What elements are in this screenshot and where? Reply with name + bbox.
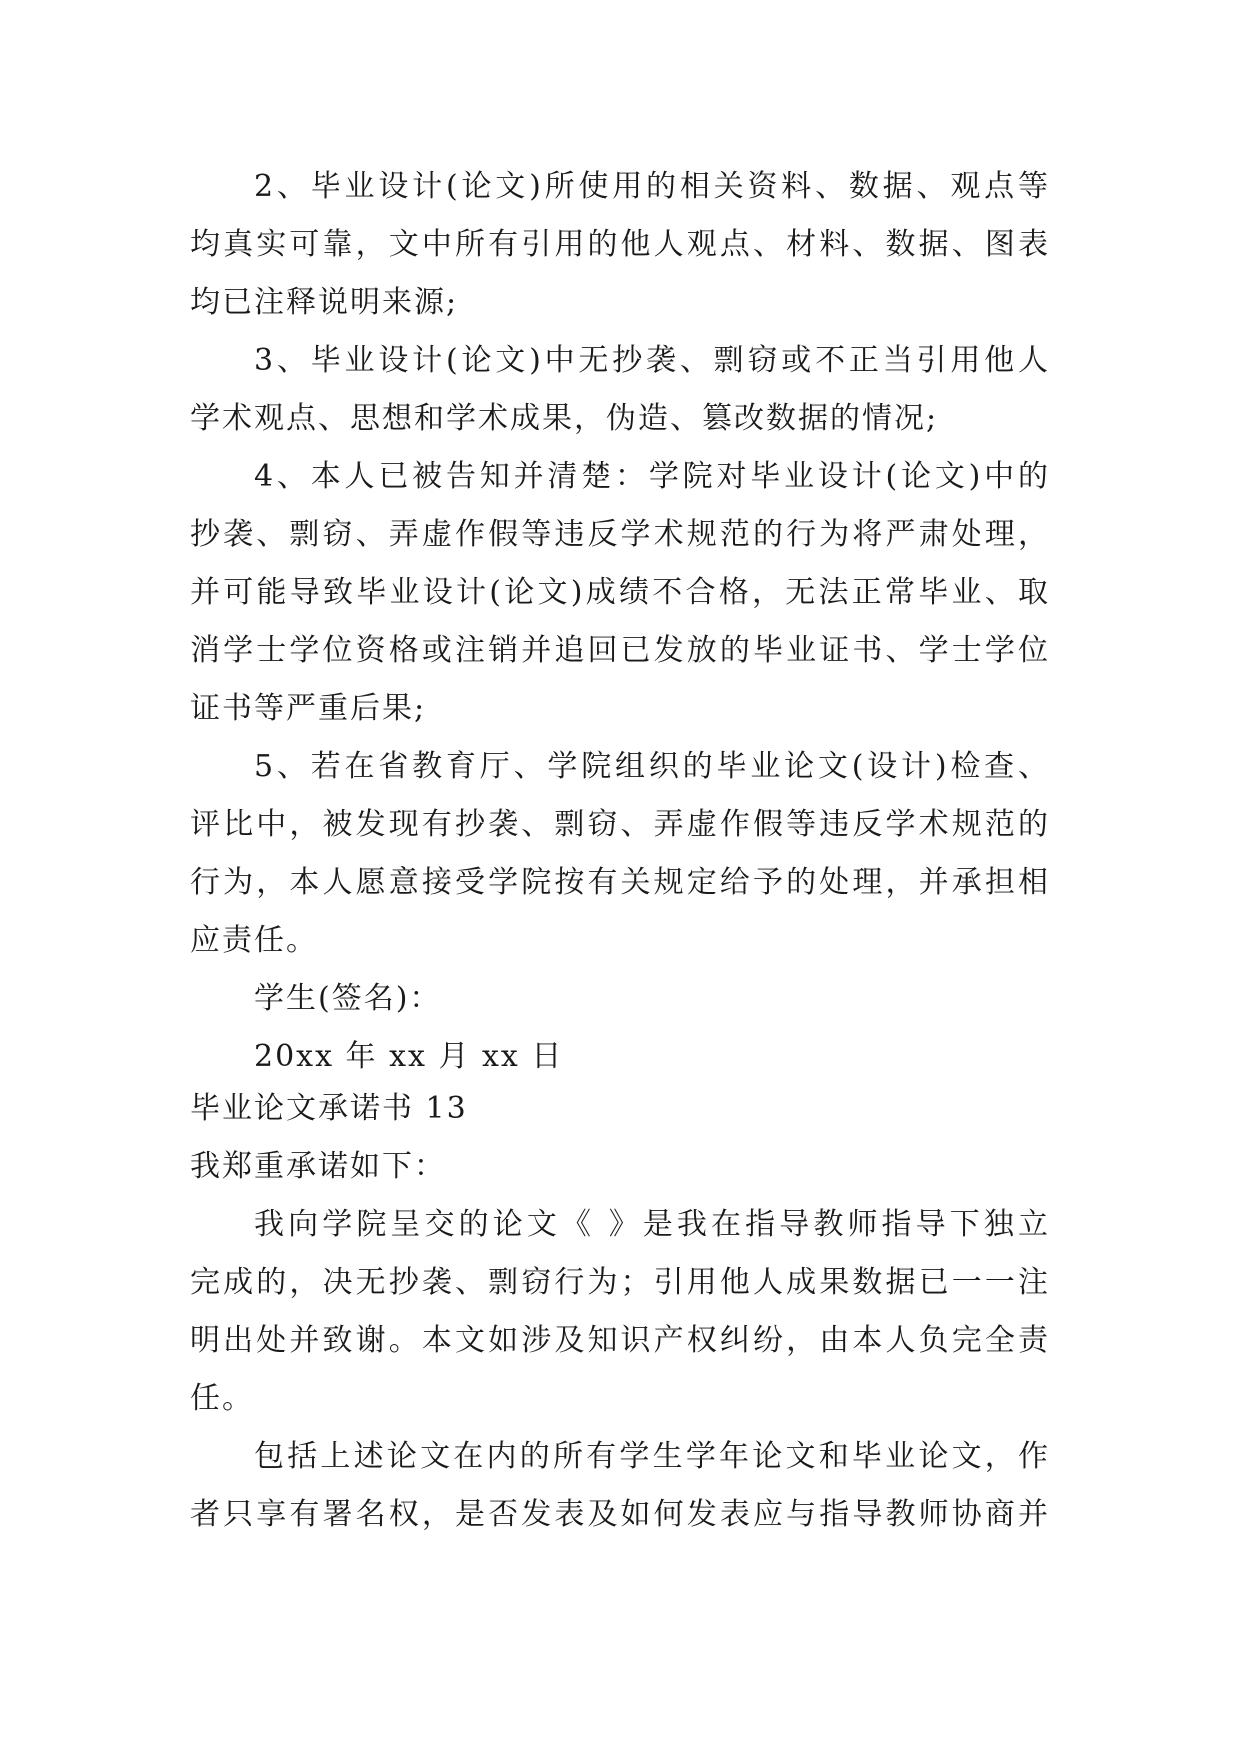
text-line: 应责任。 xyxy=(190,923,318,958)
text-line: 证书等严重后果; xyxy=(190,691,427,726)
text-line: 2、毕业设计(论文)所使用的相关资料、数据、观点等 xyxy=(254,169,1050,204)
text-line: 明出处并致谢。本文如涉及知识产权纠纷，由本人负完全责 xyxy=(190,1323,1050,1358)
text-line: 评比中，被发现有抄袭、剽窃、弄虚作假等违反学术规范的 xyxy=(190,807,1050,842)
text-line: 者只享有署名权，是否发表及如何发表应与指导教师协商并 xyxy=(190,1497,1050,1532)
text-line: 任。 xyxy=(190,1381,254,1416)
text-line: 消学士学位资格或注销并追回已发放的毕业证书、学士学位 xyxy=(190,633,1050,668)
text-line: 并可能导致毕业设计(论文)成绩不合格，无法正常毕业、取 xyxy=(190,575,1050,610)
text-line: 均已注释说明来源; xyxy=(190,285,459,320)
text-line: 20xx 年 xx 月 xx 日 xyxy=(254,1039,564,1074)
text-line: 均真实可靠，文中所有引用的他人观点、材料、数据、图表 xyxy=(190,227,1050,262)
text-line: 抄袭、剽窃、弄虚作假等违反学术规范的行为将严肃处理， xyxy=(190,517,1050,552)
text-line: 包括上述论文在内的所有学生学年论文和毕业论文，作 xyxy=(254,1439,1050,1474)
text-line: 4、本人已被告知并清楚：学院对毕业设计(论文)中的 xyxy=(254,459,1050,494)
text-line: 学术观点、思想和学术成果，伪造、篡改数据的情况; xyxy=(190,401,939,436)
text-line: 我向学院呈交的论文《 》是我在指导教师指导下独立 xyxy=(254,1207,1050,1242)
text-line: 5、若在省教育厅、学院组织的毕业论文(设计)检查、 xyxy=(254,749,1050,784)
text-line: 3、毕业设计(论文)中无抄袭、剽窃或不正当引用他人 xyxy=(254,343,1050,378)
text-line: 毕业论文承诺书 13 xyxy=(190,1091,468,1126)
text-line: 学生(签名)： xyxy=(254,981,442,1016)
text-line: 完成的，决无抄袭、剽窃行为；引用他人成果数据已一一注 xyxy=(190,1265,1050,1300)
text-line: 我郑重承诺如下： xyxy=(190,1149,446,1184)
text-line: 行为，本人愿意接受学院按有关规定给予的处理，并承担相 xyxy=(190,865,1050,900)
document-page xyxy=(190,158,1050,1544)
